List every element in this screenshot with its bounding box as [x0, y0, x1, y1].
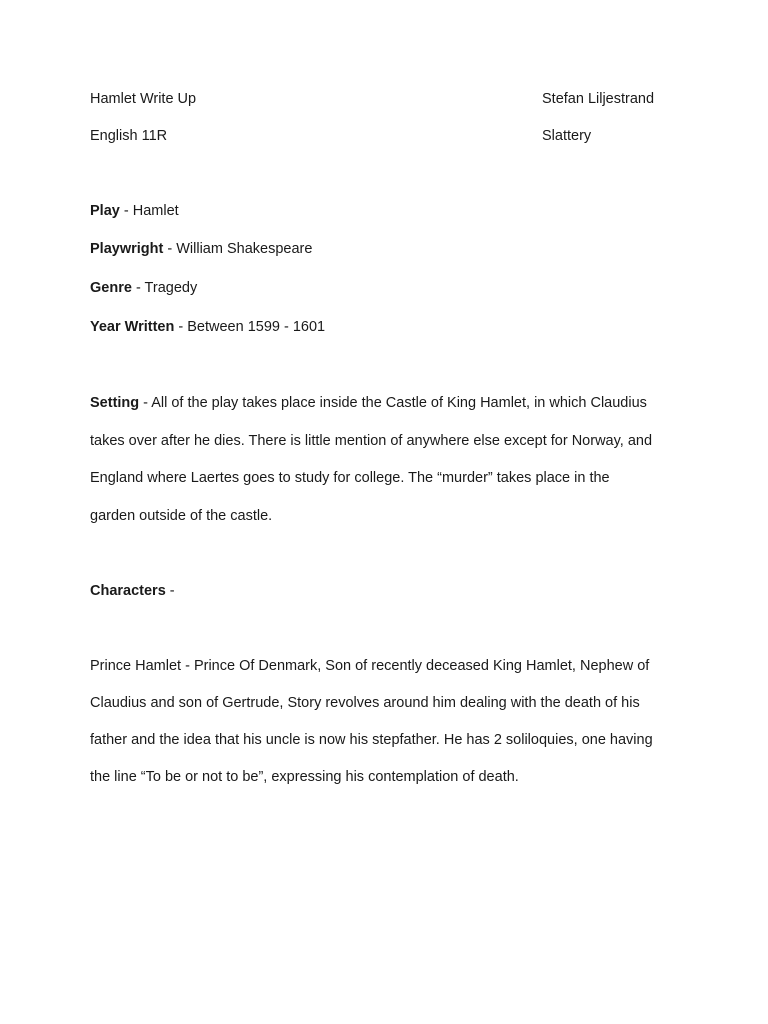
- fact-genre: [90, 279, 197, 297]
- fact-value: - William Shakespeare: [163, 241, 313, 257]
- character-paragraph-line: Prince Hamlet - Prince Of Denmark, Son of recently deceased King Hamlet, Nephew of: [90, 658, 650, 674]
- setting-paragraph-line: [90, 394, 647, 412]
- fact-value: - Hamlet: [119, 203, 179, 219]
- fact-label: Genre: [90, 280, 132, 296]
- teacher-name: Slattery: [542, 128, 592, 144]
- course-name: English 11R: [90, 128, 168, 144]
- fact-playwright: [90, 240, 312, 258]
- fact-value: - Tragedy: [131, 280, 198, 296]
- fact-year-written: [90, 318, 325, 336]
- fact-label: Year Written: [90, 319, 175, 335]
- fact-play: [90, 202, 179, 220]
- character-paragraph-line: the line “To be or not to be”, expressing his contemplation of death.: [90, 769, 519, 785]
- document-title: Hamlet Write Up: [90, 91, 197, 107]
- characters-suffix: -: [165, 583, 175, 599]
- setting-label: Setting: [90, 395, 140, 411]
- setting-text: - All of the play takes place inside the Castle of King Hamlet, in which Claudius: [139, 395, 647, 411]
- setting-paragraph-line: garden outside of the castle.: [90, 508, 273, 524]
- fact-label: Play: [90, 203, 120, 219]
- characters-heading: [90, 582, 175, 600]
- author-name: Stefan Liljestrand: [542, 91, 655, 107]
- setting-paragraph-line: takes over after he dies. There is little mention of anywhere else except for Norway, and: [90, 433, 653, 449]
- setting-paragraph-line: England where Laertes goes to study for college. The “murder” takes place in the: [90, 470, 610, 486]
- fact-label: Playwright: [90, 241, 164, 257]
- character-paragraph-line: father and the idea that his uncle is now his stepfather. He has 2 soliloquies, one having: [90, 732, 653, 748]
- characters-label: Characters: [90, 583, 166, 599]
- fact-value: - Between 1599 - 1601: [174, 319, 326, 335]
- character-paragraph-line: Claudius and son of Gertrude, Story revolves around him dealing with the death of his: [90, 695, 640, 711]
